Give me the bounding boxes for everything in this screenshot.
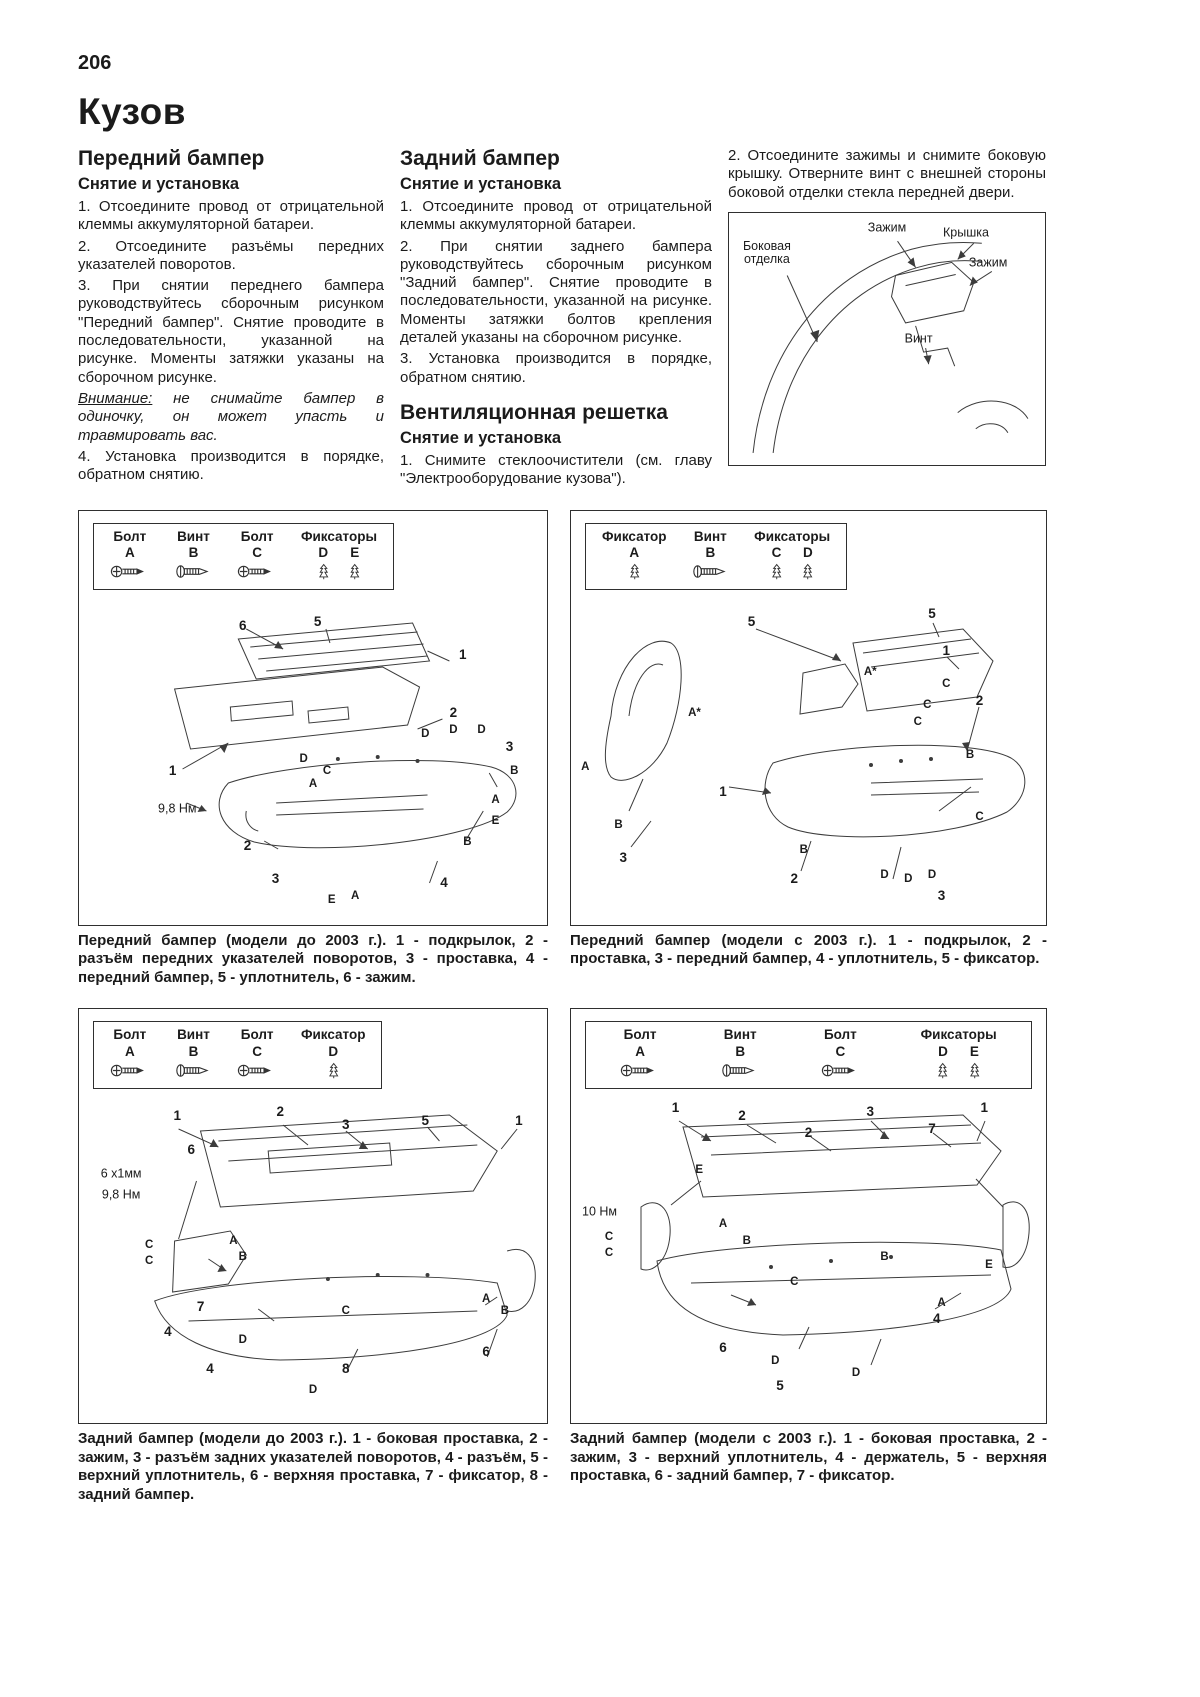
fastener-letter: D (938, 1043, 948, 1059)
rear-bumper-step-1: 1. Отсоедините провод от отрицательной клеммы аккумуляторной батареи. (400, 198, 712, 234)
figure-panel (78, 1008, 548, 1424)
figure-panel (570, 1008, 1047, 1424)
vent-grille-step-2: 2. Отсоедините зажимы и снимите боковую крышку. Отверните винт с внешней стороны боковой отделки стекла передней двери. (728, 147, 1046, 201)
legend-fastener (347, 545, 362, 585)
diagram-callout: E (327, 893, 336, 906)
heading-vent-grille: Вентиляционная решетка (400, 400, 668, 424)
rear-bumper-step-3: 3. Установка производится в порядке, обратном снятию. (400, 350, 712, 386)
diagram-callout: 2 (790, 870, 799, 886)
diagram-callout: B (463, 835, 472, 848)
legend-fastener (110, 545, 150, 585)
warning-note (78, 390, 384, 445)
legend-fastener (800, 545, 815, 585)
diagram-callout: B (880, 1251, 889, 1264)
diagram-callout: A (482, 1292, 491, 1305)
bolt-icon (110, 1062, 150, 1084)
diagram-callout: 6 (187, 1141, 196, 1157)
diagram-callout: 7 (928, 1120, 936, 1136)
figure-rear-bumper-post2003 (570, 1008, 1047, 1505)
fastener-legend (585, 1021, 1032, 1089)
legend-fastener (620, 1044, 660, 1084)
diagram-callout: D (238, 1333, 247, 1346)
diagram-callout: B (238, 1251, 247, 1264)
diagram-callout: B (500, 1305, 510, 1317)
bolt-icon (620, 1062, 660, 1084)
legend-fastener (821, 1044, 861, 1084)
diagram-callout: D (851, 1367, 861, 1380)
diagram-callout: C (975, 810, 984, 823)
fastener-type-label: Винт (723, 1026, 757, 1042)
diagram-callout: 3 (937, 887, 946, 903)
fastener-letter: D (328, 1043, 339, 1059)
fastener-type-label: Винт (177, 1026, 210, 1042)
page-number: 206 (78, 52, 112, 74)
heading-rear-bumper: Задний бампер (400, 147, 560, 170)
door-trim-figure (728, 212, 1046, 466)
subheading-removal-installation: Снятие и установка (400, 428, 562, 447)
warning-text: не снимайте бампер в одиночку, он может упасть и травмировать вас. (78, 389, 384, 444)
diagram-callout: C (923, 699, 932, 712)
text-columns (78, 147, 1122, 492)
diagram-callout: 4 (440, 875, 448, 891)
screw-icon (174, 1062, 214, 1084)
warning-label: Внимание: (78, 389, 153, 407)
diagram-callout: 1 (671, 1100, 680, 1116)
fastener-type-label: Болт (823, 1026, 857, 1042)
figure-panel (570, 510, 1047, 926)
diagram-callout: Боковая отделка (742, 239, 791, 267)
diagram-callout: B (510, 765, 519, 778)
fastener-type-label: Болт (113, 528, 147, 544)
legend-fastener (935, 1044, 950, 1084)
subheading-removal-installation: Снятие и установка (78, 175, 240, 193)
clip-icon (967, 1062, 982, 1084)
fastener-type-label: Болт (240, 528, 274, 544)
legend-fastener (326, 1044, 341, 1084)
diagram-callout: D (477, 723, 486, 736)
column-front-bumper (78, 147, 384, 487)
diagram-callout: D (880, 868, 889, 881)
legend-item (174, 1028, 214, 1084)
diagram-callout: A (937, 1296, 946, 1309)
diagram-callout: 2 (975, 692, 984, 708)
diagram-callout: E (695, 1164, 704, 1177)
legend-fastener (174, 545, 214, 585)
fastener-letter: А (124, 1043, 135, 1059)
bolt-icon (821, 1062, 861, 1084)
legend-item (821, 1028, 861, 1084)
fastener-legend (93, 1021, 382, 1089)
figure-front-bumper-post2003 (570, 510, 1047, 988)
screw-icon (720, 1062, 760, 1084)
diagram-callout: 3 (619, 850, 628, 866)
diagram-callout: A (308, 777, 318, 790)
subheading-removal-installation: Снятие и установка (400, 175, 562, 193)
diagram-callout: 4 (164, 1323, 172, 1339)
fastener-type-label: Болт (113, 1026, 147, 1042)
diagram-callout: C (604, 1230, 614, 1243)
diagram-callout: 6 (482, 1344, 490, 1360)
diagram-callout: A (229, 1234, 238, 1247)
diagram-callout: 5 (313, 614, 322, 630)
bolt-icon (237, 1062, 277, 1084)
front-bumper-step-2: 2. Отсоедините разъёмы передних указателей поворотов. (78, 237, 384, 273)
clip-icon (769, 563, 784, 585)
diagram-callout: 6 (719, 1340, 727, 1356)
fastener-letter: А (635, 1043, 645, 1059)
legend-item (720, 1028, 760, 1084)
heading-front-bumper: Передний бампер (78, 147, 265, 170)
diagram-callout: E (985, 1259, 993, 1272)
diagram-callout: 1 (980, 1100, 989, 1116)
diagram-callout: Винт (904, 331, 933, 346)
diagram-callout: 2 (804, 1124, 813, 1140)
figure-caption: Передний бампер (модели с 2003 г.). 1 - подкрылок, 2 - проставка, 3 - передний бампер, 4 - уплотнитель, 5 - фиксатор. (570, 931, 1047, 968)
diagram-callout: 10 Нм (582, 1204, 617, 1219)
legend-item (237, 530, 277, 586)
diagram-callout: D (771, 1354, 780, 1367)
diagram-callout: 1 (168, 763, 177, 779)
diagram-callout: D (449, 723, 458, 736)
legend-item (691, 530, 731, 586)
legend-fastener (627, 545, 642, 585)
column-side-note (728, 147, 1046, 466)
legend-item (110, 530, 150, 586)
figure-caption: Передний бампер (модели до 2003 г.). 1 - подкрылок, 2 - разъём передних указателей поворотов, 3 - проставка, 4 - передний бампер, 5 - уплотнитель, 6 - зажим. (78, 931, 548, 987)
diagram-callout: C (145, 1255, 154, 1268)
diagram-callout: C (942, 678, 951, 691)
diagram-callout: 1 (173, 1108, 182, 1124)
diagram-callout: D (299, 752, 308, 765)
figure-caption: Задний бампер (модели до 2003 г.). 1 - боковая проставка, 2 - зажим, 3 - разъём задних указателей поворотов, 4 - разъём, 5 - верхний уплотнитель, 6 - верхняя проставка, 7 - фиксатор, 8 - задний бампер. (78, 1429, 548, 1504)
legend-fastener (237, 545, 277, 585)
legend-item (754, 530, 830, 586)
fastener-letter: Е (350, 545, 360, 561)
fastener-type-label: Винт (693, 528, 727, 544)
diagram-callout: A (581, 761, 590, 774)
diagram-callout: C (913, 715, 922, 728)
diagram-callout: C (322, 765, 332, 778)
screw-icon (691, 563, 731, 585)
diagram-callout: A* (863, 665, 877, 678)
fastener-letter: С (835, 1043, 846, 1059)
diagram-callout: A (718, 1218, 728, 1231)
figures-grid (78, 510, 1122, 1505)
legend-fastener (237, 1044, 277, 1084)
fastener-type-label: Болт (623, 1026, 657, 1042)
rear-bumper-step-2: 2. При снятии заднего бампера руководствуйтесь сборочным рисунком "Задний бампер". Снятие проводите в последовательности, указанной на рисунке. Моменты затяжки болтов крепления деталей указаны на сборочном рисунке. (400, 237, 712, 347)
diagram-callout: D (308, 1383, 318, 1396)
legend-fastener (316, 545, 331, 585)
clip-icon (316, 563, 331, 585)
diagram-callout: 6 х1мм (100, 1166, 142, 1181)
diagram-callout: 5 (747, 614, 756, 630)
fastener-letter: D (318, 545, 329, 561)
clip-icon (347, 563, 362, 585)
diagram-callout: 2 (243, 837, 252, 853)
legend-item (237, 1028, 277, 1084)
fastener-type-label: Фиксаторы (754, 528, 831, 544)
fastener-letter: А (124, 545, 135, 561)
diagram-callout: 9,8 Нм (101, 1187, 141, 1202)
fastener-letter: В (188, 545, 199, 561)
legend-fastener (174, 1044, 214, 1084)
diagram-callout: 5 (928, 605, 936, 621)
legend-fastener (720, 1044, 760, 1084)
fastener-letter: Е (969, 1043, 979, 1059)
clip-icon (326, 1062, 341, 1084)
fastener-letter: А (629, 545, 640, 561)
clip-icon (627, 563, 642, 585)
diagram-callout: B (614, 819, 623, 832)
diagram-callout: B (799, 844, 808, 856)
figure-front-bumper-pre2003 (78, 510, 548, 988)
diagram-callout: B (965, 748, 975, 761)
bolt-icon (237, 563, 277, 585)
screw-icon (174, 563, 214, 585)
fastener-legend (93, 523, 394, 591)
diagram-callout: 1 (515, 1112, 523, 1128)
fastener-letter: С (252, 1043, 263, 1059)
fastener-letter: С (252, 545, 263, 561)
clip-icon (935, 1062, 950, 1084)
diagram-callout: 2 (276, 1104, 284, 1120)
front-bumper-step-1: 1. Отсоедините провод от отрицательной клеммы аккумуляторной батареи. (78, 198, 384, 234)
legend-fastener (769, 545, 784, 585)
diagram-callout: 9,8 Нм (158, 801, 197, 816)
front-bumper-step-3: 3. При снятии переднего бампера руководствуйтесь сборочным рисунком "Передний бампер". Снятие проводите в последовательности, указанной на рисунке. Моменты затяжки указаны на сборочном рисунке. (78, 277, 384, 386)
legend-item (301, 530, 377, 586)
front-bumper-step-4: 4. Установка производится в порядке, обратном снятию. (78, 447, 384, 484)
legend-item (602, 530, 667, 586)
legend-item (110, 1028, 150, 1084)
diagram-callout: C (145, 1238, 154, 1251)
legend-fastener (691, 545, 731, 585)
diagram-callout: D (904, 872, 913, 885)
fastener-letter: D (803, 545, 813, 561)
fastener-letter: В (735, 1043, 746, 1059)
legend-item (921, 1028, 997, 1084)
diagram-callout: B (742, 1234, 751, 1247)
diagram-callout: 8 (341, 1360, 350, 1376)
diagram-callout: 4 (932, 1311, 941, 1327)
fastener-type-label: Фиксаторы (920, 1026, 997, 1042)
diagram-callout: A* (688, 707, 701, 720)
fastener-type-label: Винт (177, 528, 210, 544)
diagram-callout: 1 (719, 783, 727, 799)
diagram-callout: C (341, 1305, 350, 1317)
legend-item (174, 530, 214, 586)
diagram-callout: 1 (458, 647, 467, 663)
fastener-letter: В (188, 1043, 199, 1059)
diagram-callout: D (421, 728, 430, 741)
page-title: Кузов (78, 91, 186, 132)
vent-grille-step-1: 1. Снимите стеклоочистители (см. главу "Электрооборудование кузова"). (400, 451, 712, 488)
diagram-callout: 4 (206, 1360, 214, 1376)
fastener-letter: С (771, 545, 782, 561)
diagram-callout: 3 (866, 1104, 875, 1120)
figure-rear-bumper-pre2003 (78, 1008, 548, 1505)
diagram-callout: E (491, 815, 500, 828)
diagram-callout: 3 (341, 1116, 350, 1132)
figure-panel (78, 510, 548, 926)
fastener-type-label: Фиксатор (602, 528, 667, 544)
diagram-callout: Крышка (943, 225, 989, 240)
legend-fastener (967, 1044, 982, 1084)
bolt-icon (110, 563, 150, 585)
diagram-callout: D (927, 868, 937, 881)
diagram-callout: 3 (505, 738, 514, 754)
diagram-callout: A (491, 794, 500, 807)
figure-caption: Задний бампер (модели с 2003 г.). 1 - боковая проставка, 2 - зажим, 3 - верхний уплотнитель, 4 - держатель, 5 - верхняя проставка, 6 - задний бампер, 7 - фиксатор. (570, 1429, 1047, 1485)
fastener-type-label: Фиксатор (300, 1026, 366, 1042)
legend-item (301, 1028, 366, 1084)
diagram-callout: 3 (271, 870, 280, 886)
diagram-callout: Зажим (968, 255, 1008, 270)
column-rear-bumper (400, 147, 712, 492)
clip-icon (800, 563, 815, 585)
diagram-callout: 5 (421, 1112, 430, 1128)
fastener-type-label: Фиксаторы (300, 528, 378, 544)
diagram-callout: C (790, 1276, 799, 1289)
legend-item (620, 1028, 660, 1084)
diagram-callout: 1 (942, 643, 951, 659)
diagram-callout: C (604, 1247, 614, 1260)
fastener-type-label: Болт (240, 1026, 274, 1042)
fastener-legend (585, 523, 847, 591)
diagram-callout: 6 (239, 618, 247, 634)
fastener-letter: В (705, 545, 716, 561)
diagram-callout: 2 (738, 1108, 746, 1124)
diagram-callout: 5 (776, 1377, 784, 1393)
diagram-callout: 2 (449, 705, 458, 721)
diagram-callout: 7 (196, 1298, 205, 1314)
legend-fastener (110, 1044, 150, 1084)
diagram-callout: A (350, 889, 360, 902)
diagram-callout: Зажим (867, 220, 907, 235)
